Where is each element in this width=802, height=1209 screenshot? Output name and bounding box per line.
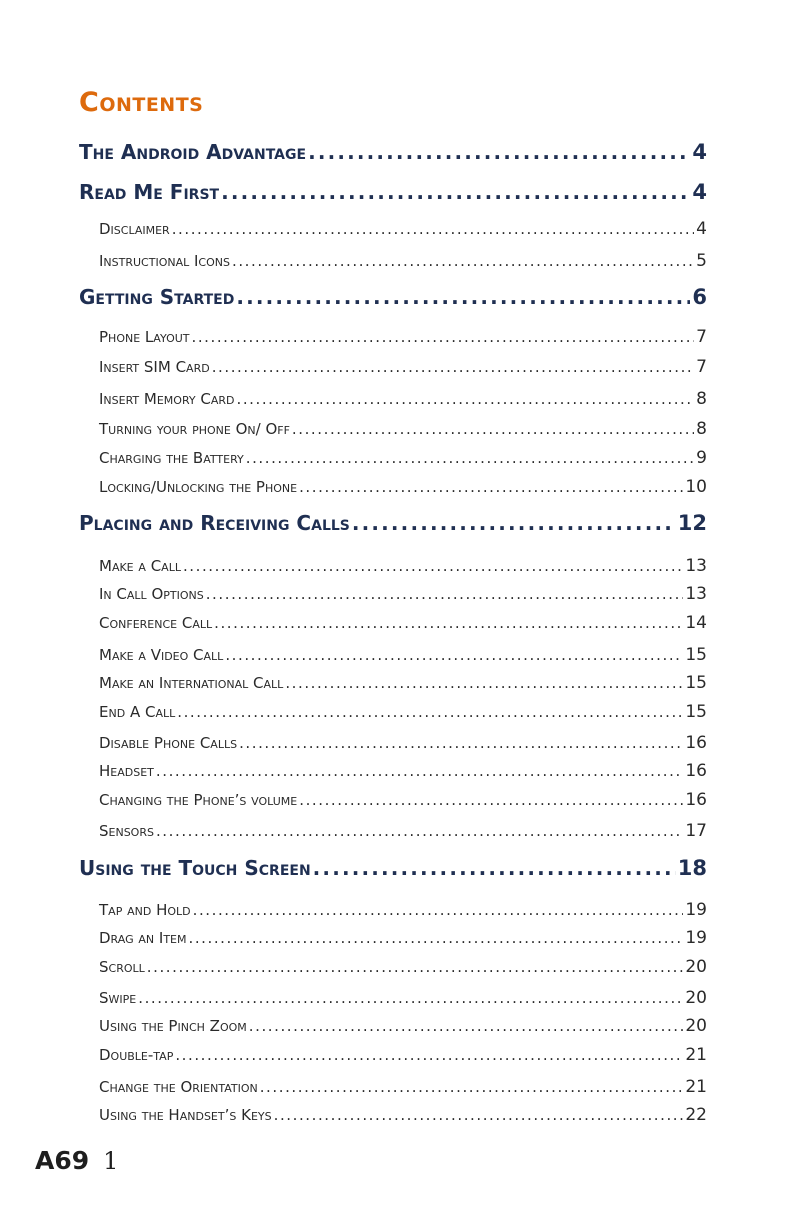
toc-section-entry[interactable] [79,140,707,164]
toc-entry-label: Phone Layout [99,328,190,346]
toc-entry-page: 4 [696,219,707,239]
toc-dot-leader [352,511,676,535]
toc-entry-label: In Call Options [99,585,204,603]
toc-entry-page: 4 [692,180,707,204]
toc-entry-label: Using the Pinch Zoom [99,1017,247,1035]
toc-entry-page: 14 [685,613,707,633]
toc-subsection-entry[interactable] [99,327,707,347]
toc-dot-leader [232,252,694,270]
toc-entry-page: 12 [677,511,707,535]
toc-dot-leader [183,557,683,575]
toc-entry-label: Conference Call [99,614,213,632]
toc-entry-label: Sensors [99,822,154,840]
toc-entry-label: Changing the Phone’s volume [99,791,298,809]
toc-entry-label: Scroll [99,958,145,976]
toc-subsection-entry[interactable] [99,988,707,1008]
toc-entry-label: Make a Video Call [99,646,224,664]
toc-dot-leader [299,478,683,496]
toc-subsection-entry[interactable] [99,957,707,977]
toc-subsection-entry[interactable] [99,219,707,239]
toc-dot-leader [236,285,690,309]
toc-entry-page: 7 [696,327,707,347]
toc-entry-page: 7 [696,357,707,377]
toc-entry-label: Locking/Unlocking the Phone [99,478,298,496]
toc-entry-label: Using the Touch Screen [79,856,311,880]
toc-entry-page: 19 [685,928,707,948]
toc-entry-page: 20 [685,1016,707,1036]
toc-dot-leader [156,762,683,780]
toc-entry-label: Disclaimer [99,220,170,238]
toc-entry-page: 9 [696,448,707,468]
toc-dot-leader [260,1078,684,1096]
toc-dot-leader [206,585,684,603]
toc-entry-label: Double-tap [99,1046,174,1064]
toc-dot-leader [147,958,684,976]
toc-entry-label: Getting Started [79,285,235,309]
toc-subsection-entry[interactable] [99,1077,707,1097]
toc-entry-page: 22 [685,1105,707,1125]
toc-entry-label: Swipe [99,989,137,1007]
toc-entry-page: 8 [696,419,707,439]
toc-dot-leader [292,420,694,438]
toc-dot-leader [249,1017,684,1035]
model-name: A69 [35,1146,90,1175]
page-number: 1 [103,1147,119,1175]
toc-entry-label: Disable Phone Calls [99,734,238,752]
toc-dot-leader [172,220,694,238]
toc-entry-label: Placing and Receiving Calls [79,511,350,535]
toc-subsection-entry[interactable] [99,419,707,439]
toc-subsection-entry[interactable] [99,1016,707,1036]
toc-entry-label: Drag an Item [99,929,187,947]
toc-entry-page: 5 [696,251,707,271]
toc-dot-leader [193,901,684,919]
toc-entry-page: 16 [685,790,707,810]
toc-dot-leader [175,1046,683,1064]
toc-entry-page: 21 [685,1045,707,1065]
toc-entry-page: 13 [685,556,707,576]
toc-dot-leader [138,989,683,1007]
toc-subsection-entry[interactable] [99,928,707,948]
toc-entry-label: Tap and Hold [99,901,191,919]
toc-entry-label: The Android Advantage [79,140,307,164]
toc-entry-page: 19 [685,900,707,920]
toc-subsection-entry[interactable] [99,673,707,693]
toc-entry-page: 10 [685,477,707,497]
toc-subsection-entry[interactable] [99,556,707,576]
toc-section-entry[interactable] [79,285,707,309]
toc-entry-label: Turning your phone On/ Off [99,420,290,438]
toc-section-entry[interactable] [79,180,707,204]
toc-entry-page: 4 [692,140,707,164]
toc-entry-page: 15 [685,645,707,665]
toc-entry-page: 15 [685,702,707,722]
toc-subsection-entry[interactable] [99,1045,707,1065]
toc-subsection-entry[interactable] [99,761,707,781]
toc-entry-label: Instructional Icons [99,252,230,270]
toc-subsection-entry[interactable] [99,477,707,497]
toc-dot-leader [274,1106,684,1124]
toc-section-entry[interactable] [79,511,707,535]
toc-dot-leader [214,614,683,632]
toc-entry-page: 20 [685,988,707,1008]
toc-section-entry[interactable] [79,856,707,880]
toc-entry-page: 16 [685,733,707,753]
toc-entry-label: Read Me First [79,180,220,204]
toc-subsection-entry[interactable] [99,702,707,722]
toc-entry-label: Charging the Battery [99,449,244,467]
toc-subsection-entry[interactable] [99,584,707,604]
toc-dot-leader [221,180,690,204]
toc-dot-leader [239,734,683,752]
toc-entry-page: 21 [685,1077,707,1097]
toc-dot-leader [212,358,694,376]
toc-entry-page: 6 [692,285,707,309]
toc-dot-leader [177,703,683,721]
toc-entry-label: Insert SIM Card [99,358,210,376]
toc-subsection-entry[interactable] [99,733,707,753]
toc-entry-label: Using the Handset’s Keys [99,1106,272,1124]
toc-entry-label: Make a Call [99,557,181,575]
toc-dot-leader [156,822,683,840]
toc-dot-leader [308,140,690,164]
toc-entry-page: 20 [685,957,707,977]
toc-entry-page: 15 [685,673,707,693]
toc-entry-page: 17 [685,821,707,841]
toc-entry-page: 18 [677,856,707,880]
toc-subsection-entry[interactable] [99,613,707,633]
toc-dot-leader [192,328,695,346]
page-footer [35,1146,118,1175]
toc-entry-label: Make an International Call [99,674,284,692]
page-title: Contents [79,87,204,118]
toc-dot-leader [299,791,683,809]
toc-entry-label: Change the Orientation [99,1078,258,1096]
toc-entry-page: 13 [685,584,707,604]
toc-subsection-entry[interactable] [99,448,707,468]
toc-dot-leader [188,929,683,947]
toc-dot-leader [237,390,695,408]
toc-subsection-entry[interactable] [99,389,707,409]
toc-subsection-entry[interactable] [99,900,707,920]
toc-subsection-entry[interactable] [99,790,707,810]
toc-dot-leader [313,856,676,880]
toc-entry-label: Insert Memory Card [99,390,235,408]
toc-dot-leader [225,646,683,664]
toc-entry-page: 16 [685,761,707,781]
toc-subsection-entry[interactable] [99,251,707,271]
toc-entry-label: End A Call [99,703,176,721]
toc-subsection-entry[interactable] [99,1105,707,1125]
toc-dot-leader [285,674,683,692]
toc-dot-leader [246,449,694,467]
toc-subsection-entry[interactable] [99,357,707,377]
toc-entry-label: Headset [99,762,154,780]
toc-subsection-entry[interactable] [99,645,707,665]
toc-entry-page: 8 [696,389,707,409]
toc-subsection-entry[interactable] [99,821,707,841]
